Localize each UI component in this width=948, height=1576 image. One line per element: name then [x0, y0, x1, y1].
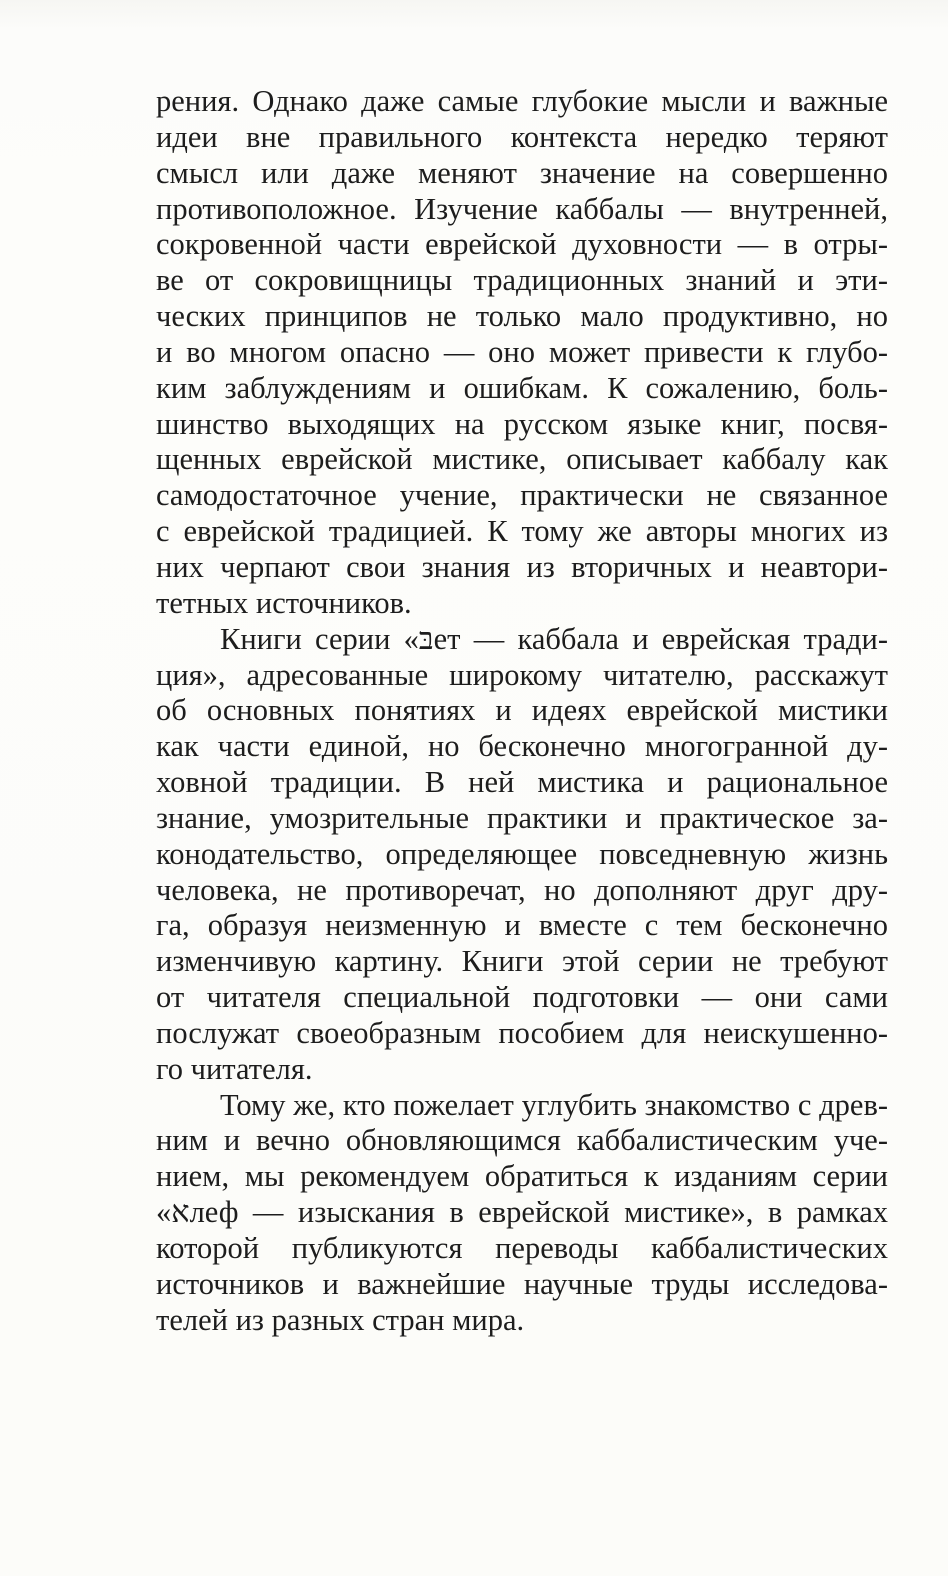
text-line: с еврейской традицией. К тому же авторы многих из	[156, 514, 888, 549]
text-line: противоположное. Изучение каббалы — внутренней,	[156, 191, 888, 226]
body-text	[156, 84, 888, 1339]
text-line: ческих принципов не только мало продуктивно, но	[156, 299, 888, 334]
text-line: источников и важнейшие научные труды исследова-	[156, 1266, 888, 1301]
text-line: смысл или даже меняют значение на совершенно	[156, 155, 888, 190]
text-line: щенных еврейской мистике, описывает каббалу как	[156, 442, 888, 477]
text-line: го читателя.	[156, 1051, 313, 1086]
text-line: идеи вне правильного контекста нередко теряют	[156, 119, 888, 154]
text-line: ним и вечно обновляющимся каббалистическим уче-	[156, 1123, 888, 1158]
text-line: ве от сокровищницы традиционных знаний и эти-	[156, 263, 888, 298]
text-line: самодостаточное учение, практически не связанное	[156, 478, 888, 513]
text-line: га, образуя неизменную и вместе с тем бесконечно	[156, 908, 888, 943]
text-line: как части единой, но бесконечно многогранной ду-	[156, 729, 888, 764]
text-line: телей из разных стран мира.	[156, 1302, 525, 1337]
text-line: ховной традиции. В ней мистика и рациональное	[156, 765, 888, 800]
text-line: знание, умозрительные практики и практическое за-	[156, 800, 888, 835]
text-line: тетных источников.	[156, 585, 412, 620]
text-line: ким заблуждениям и ошибкам. К сожалению, боль-	[156, 370, 888, 405]
text-line: ция», адресованные широкому читателю, расскажут	[156, 657, 888, 692]
text-line: Книги серии «בּет — каббала и еврейская тради-	[220, 621, 888, 656]
text-line: которой публикуются переводы каббалистических	[156, 1231, 888, 1265]
text-line: Тому же, кто пожелает углубить знакомство с древ-	[220, 1087, 888, 1122]
text-line: нием, мы рекомендуем обратиться к изданиям серии	[156, 1159, 888, 1194]
text-line: сокровенной части еврейской духовности — в отры-	[156, 227, 888, 262]
text-line: рения. Однако даже самые глубокие мысли и важные	[156, 84, 888, 118]
text-line: них черпают свои знания из вторичных и неавтори-	[156, 549, 888, 584]
text-line: конодательство, определяющее повседневную жизнь	[156, 836, 888, 871]
text-line: изменчивую картину. Книги этой серии не требуют	[156, 944, 888, 979]
text-line: и во многом опасно — оно может привести к глубо-	[156, 334, 888, 369]
text-line: «אлеф — изыскания в еврейской мистике», в рамках	[156, 1195, 888, 1230]
text-line: от читателя специальной подготовки — они сами	[156, 980, 888, 1015]
text-line: послужат своеобразным пособием для неискушенно-	[156, 1015, 888, 1050]
text-line: шинство выходящих на русском языке книг, посвя-	[156, 406, 888, 441]
text-line: об основных понятиях и идеях еврейской мистики	[156, 693, 888, 728]
text-line: человека, не противоречат, но дополняют друг дру-	[156, 872, 888, 907]
